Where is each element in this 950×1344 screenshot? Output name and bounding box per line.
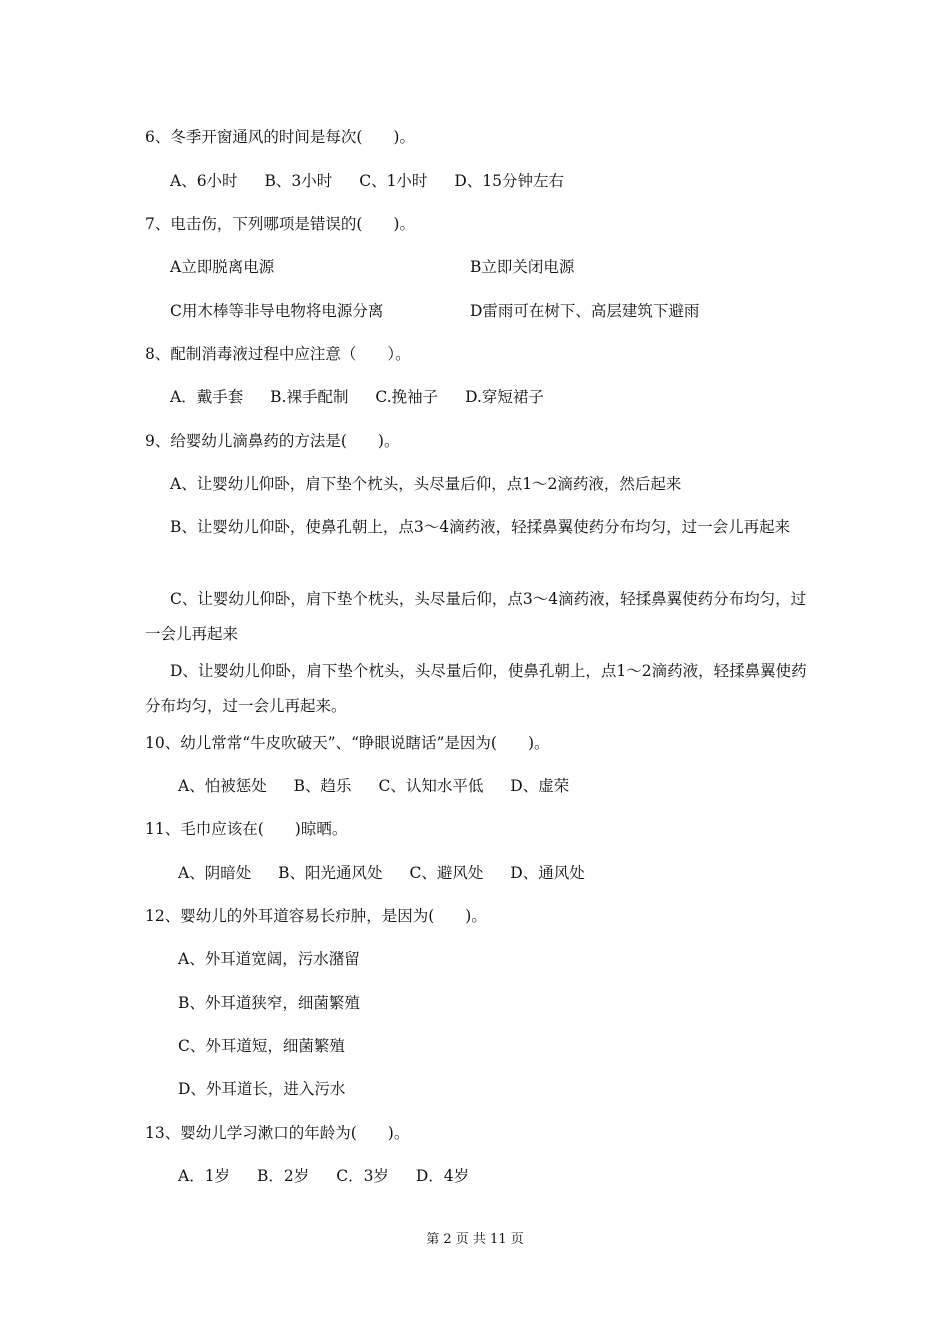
question-7-option-c: C用木棒等非导电物将电源分离 [170, 302, 384, 320]
question-7-stem: 7、电击伤，下列哪项是错误的( )。 [145, 215, 415, 233]
question-9-stem: 9、给婴幼儿滴鼻药的方法是( )。 [145, 432, 400, 450]
question-9-option-a: A、让婴幼儿仰卧，肩下垫个枕头，头尽量后仰，点1～2滴药液，然后起来 [170, 475, 682, 493]
question-8-stem: 8、配制消毒液过程中应注意（ ）。 [145, 345, 411, 363]
option-b: B．2岁 [257, 1167, 310, 1185]
question-11-stem: 11、毛巾应该在( )晾晒。 [145, 820, 348, 838]
option-b: B、阳光通风处 [278, 864, 383, 882]
question-13-stem: 13、婴幼儿学习漱口的年龄为( )。 [145, 1124, 410, 1142]
question-9-option-c: C、让婴幼儿仰卧，肩下垫个枕头，头尽量后仰，点3～4滴药液，轻揉鼻翼使药分布均匀，过一会儿再起来 [145, 590, 807, 643]
option-a: A、阴暗处 [178, 864, 252, 882]
question-7-option-d: D雷雨可在树下、高层建筑下避雨 [470, 302, 700, 320]
option-c: C．3岁 [336, 1167, 389, 1185]
option-a: A、6小时 [170, 172, 238, 190]
question-12-stem: 12、婴幼儿的外耳道容易长疖肿，是因为( )。 [145, 907, 487, 925]
option-b: B、趋乐 [293, 777, 352, 795]
question-12-option-d: D、外耳道长，进入污水 [178, 1080, 346, 1098]
option-d: D、虚荣 [510, 777, 570, 795]
option-a: A．戴手套 [170, 388, 244, 406]
question-9-option-b: B、让婴幼儿仰卧，使鼻孔朝上，点3～4滴药液，轻揉鼻翼使药分布均匀，过一会儿再起来 [170, 518, 791, 536]
option-b: B.裸手配制 [270, 388, 349, 406]
option-c: C、1小时 [359, 172, 428, 190]
question-12-option-b: B、外耳道狭窄，细菌繁殖 [178, 994, 360, 1012]
page-footer: 第 2 页 共 11 页 [426, 1232, 524, 1247]
question-9-option-d: D、让婴幼儿仰卧，肩下垫个枕头，头尽量后仰，使鼻孔朝上，点1～2滴药液，轻揉鼻翼使药分布均匀，过一会儿再起来。 [145, 662, 807, 715]
question-7-option-b: B立即关闭电源 [470, 258, 575, 276]
question-10-options [178, 775, 591, 797]
option-d: D、通风处 [510, 864, 585, 882]
question-13-options [178, 1165, 491, 1187]
question-11-options [178, 862, 607, 884]
option-d: D、15分钟左右 [454, 172, 565, 190]
option-a: A、怕被惩处 [178, 777, 267, 795]
question-12-option-c: C、外耳道短，细菌繁殖 [178, 1037, 345, 1055]
option-c: C.挽袖子 [375, 388, 439, 406]
option-a: A．1岁 [178, 1167, 231, 1185]
option-d: D.穿短裙子 [465, 388, 544, 406]
question-12-option-a: A、外耳道宽阔，污水潴留 [178, 950, 360, 968]
option-c: C、认知水平低 [378, 777, 484, 795]
option-b: B、3小时 [264, 172, 333, 190]
question-8-options [170, 386, 566, 408]
question-10-stem: 10、幼儿常常“牛皮吹破天”、“睁眼说瞎话”是因为( )。 [145, 734, 550, 752]
option-d: D．4岁 [415, 1167, 470, 1185]
question-6-stem: 6、冬季开窗通风的时间是每次( )。 [145, 128, 415, 146]
option-c: C、避风处 [409, 864, 484, 882]
question-6-options [170, 170, 586, 192]
question-7-option-a: A立即脱离电源 [170, 258, 275, 276]
